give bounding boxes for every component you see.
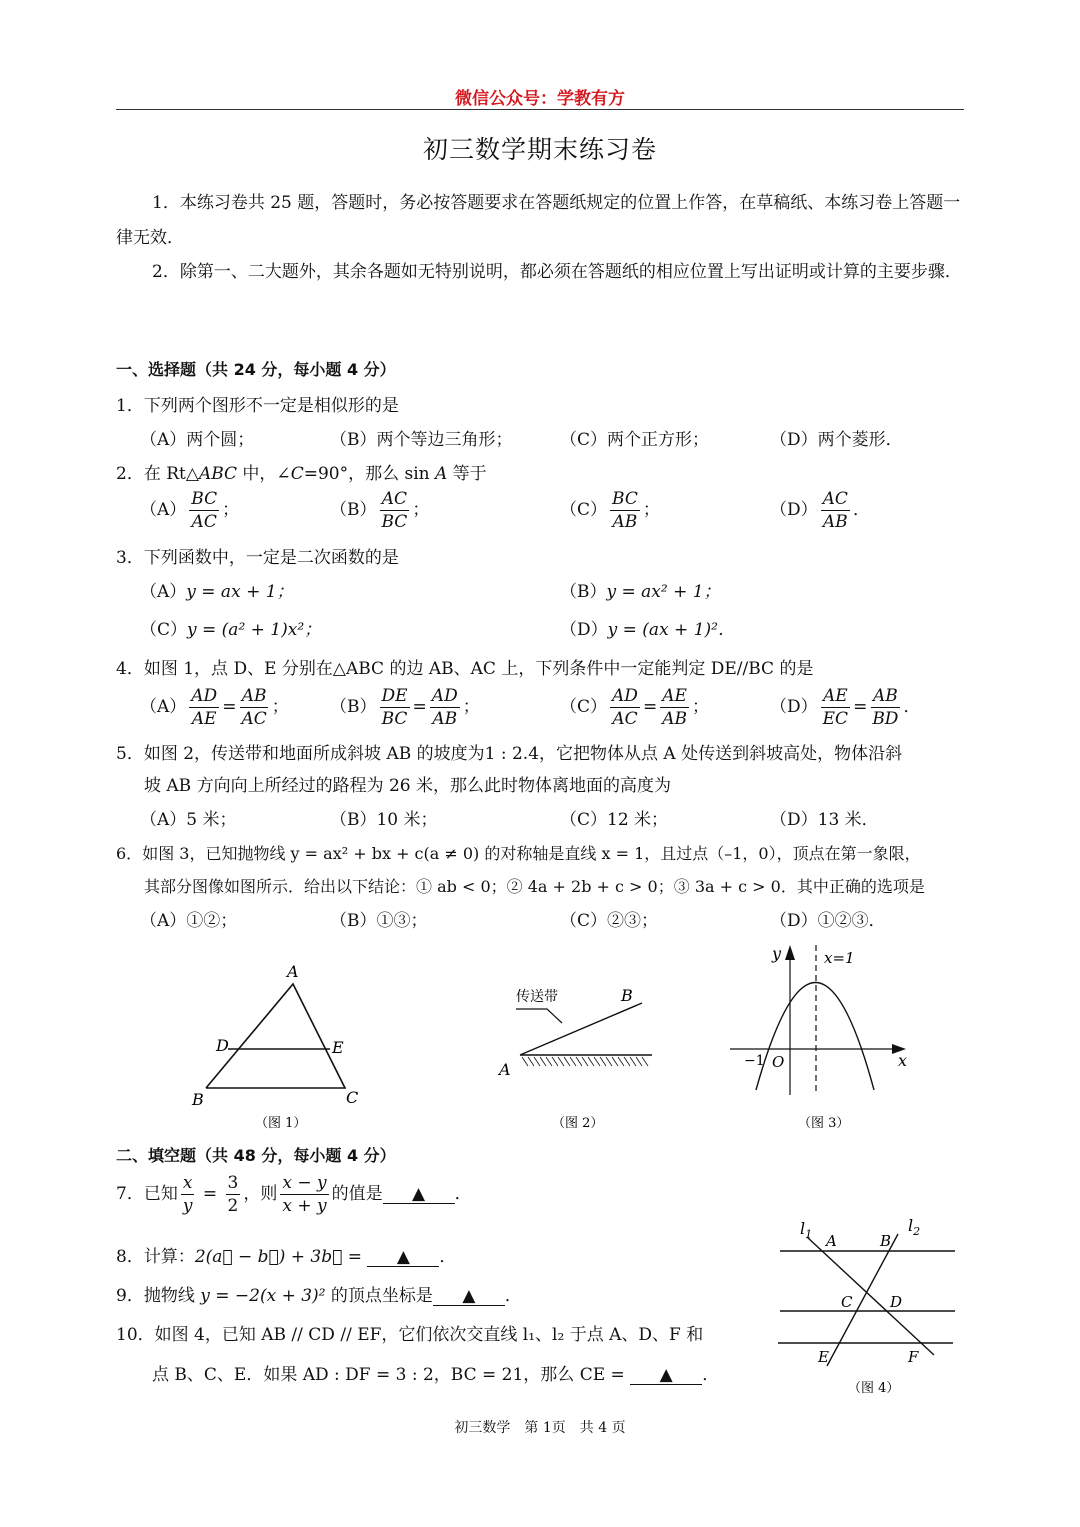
numerator: x (182, 1173, 193, 1193)
q1-option-d: （D）两个菱形． (770, 430, 903, 450)
origin-label: O (772, 1053, 785, 1071)
fraction (430, 685, 460, 730)
watermark-header: 微信公众号：学教有方 (455, 89, 625, 109)
stem-part: 抛物线 (143, 1286, 201, 1306)
option-end: ； (642, 500, 660, 520)
question-10-line-2 (152, 1360, 719, 1385)
stem-part: A (435, 464, 448, 484)
option-label: （C） (560, 500, 608, 520)
label-f: F (908, 1348, 919, 1366)
figure-3-parabola (720, 935, 920, 1135)
option-end: ； (412, 500, 430, 520)
header-divider (116, 109, 964, 110)
fraction (280, 1172, 328, 1217)
math-expression: 2(a⃗ − b⃗) + 3b⃗ = (194, 1247, 368, 1267)
q3-option-c (140, 615, 321, 640)
q1-option-c: （C）两个正方形； (560, 430, 710, 450)
stem-part: ． (702, 1365, 720, 1385)
instruction-2: 2．除第一、二大题外，其余各题如无特别说明，都必须在答题纸的相应位置上写出证明或计算的主要步骤． (152, 262, 962, 282)
fraction (226, 1172, 241, 1217)
question-number: 3． (116, 548, 144, 568)
q4-option-c: （C） $\frac{AD}{AC}$ = $\frac{AE}{AB}$ ； (560, 686, 709, 729)
denominator: BC (381, 709, 408, 729)
question-number: 10． (116, 1325, 155, 1345)
figure-4-parallel-lines (760, 1200, 980, 1400)
label-b: B (621, 986, 633, 1005)
option-expr: y = (a² + 1)x²； (187, 620, 322, 640)
stem-part: C (290, 464, 304, 484)
numerator: AB (241, 686, 267, 706)
denominator: AC (612, 709, 638, 729)
fraction (610, 685, 640, 730)
figure-2-caption: （图 2） (552, 1116, 604, 1131)
numerator: AB (872, 686, 898, 706)
q3-option-a (140, 577, 294, 602)
fraction (380, 685, 410, 730)
fraction (870, 685, 900, 730)
stem-part: 中，∠ (237, 464, 291, 484)
numerator: DE (381, 686, 408, 706)
question-number: 2． (116, 464, 144, 484)
fraction (821, 685, 850, 730)
label-e: E (332, 1038, 344, 1057)
l2-label: $l_2$ (908, 1216, 921, 1238)
option-end: ； (271, 697, 289, 717)
question-5 (116, 739, 902, 764)
stem-part: ． (439, 1247, 457, 1267)
question-3 (116, 543, 399, 568)
figure-1-caption: （图 1） (255, 1116, 307, 1131)
fraction (610, 488, 640, 533)
fraction (239, 685, 268, 730)
numerator: BC (612, 489, 638, 509)
math-expression: y = −2(x + 3)² (200, 1286, 326, 1306)
question-1 (116, 391, 399, 416)
figure-1-triangle (185, 955, 375, 1140)
q4-option-b: （B） $\frac{DE}{BC}$ = $\frac{AD}{AB}$ ； (330, 686, 480, 729)
question-stem: 如图 2，传送带和地面所成斜坡 AB 的坡度为1 : 2.4，它把物体从点 A 处传送到斜坡高处，物体沿斜 (143, 744, 903, 764)
stem-part: 的值是 (331, 1184, 383, 1204)
label-c: C (346, 1088, 359, 1107)
denominator: AE (191, 709, 217, 729)
option-end: ． (903, 697, 921, 717)
question-number: 8． (116, 1247, 144, 1267)
question-number: 4． (116, 659, 144, 679)
stem-part: ． (504, 1286, 522, 1306)
stem-part: =90°，那么 sin (303, 464, 435, 484)
question-stem: 如图 4，已知 AB // CD // EF，它们依次交直线 l₁、l₂ 于点 A、D、F 和 (154, 1325, 704, 1345)
label-b: B (192, 1090, 204, 1109)
question-number: 9． (116, 1286, 144, 1306)
neg-one-label: −1 (744, 1053, 765, 1069)
q2-option-a (140, 488, 239, 533)
option-label: （D） (770, 697, 818, 717)
denominator: AB (822, 512, 848, 532)
denominator: AB (612, 512, 638, 532)
numerator: AE (823, 686, 848, 706)
q2-option-c (560, 488, 660, 533)
option-expr: y = ax² + 1； (606, 582, 721, 602)
option-end: ． (852, 500, 870, 520)
question-number: 6． (116, 844, 143, 863)
instruction-1: 1．本练习卷共 25 题，答题时，务必按答题要求在答题纸规定的位置上作答，在草稿纸、本练习卷上答题一律无效． (116, 193, 961, 248)
option-label: （B） (560, 582, 607, 602)
q4-option-d: （D） $\frac{AE}{EC}$ = $\frac{AB}{BD}$ ． (770, 686, 921, 729)
fraction (660, 685, 689, 730)
option-expr: y = (ax + 1)²． (607, 620, 735, 640)
question-8 (116, 1242, 456, 1267)
y-axis-label: y (772, 944, 782, 963)
page-title: 初三数学期末练习卷 (422, 135, 657, 164)
section-2-title: 二、填空题（共 48 分，每小题 4 分） (116, 1146, 396, 1165)
answer-blank[interactable]: ▲ (383, 1185, 455, 1204)
stem-part: ． (454, 1184, 472, 1204)
question-stem: 下列函数中，一定是二次函数的是 (143, 548, 399, 568)
question-number: 1． (116, 396, 144, 416)
fraction (380, 488, 410, 533)
q2-option-d (770, 488, 870, 533)
numerator: AC (381, 489, 408, 509)
label-a: A (287, 962, 299, 981)
fraction (181, 1172, 195, 1217)
question-number: 7． (116, 1184, 144, 1204)
q5-option-b: （B）10 米； (330, 810, 438, 830)
option-label: （A） (140, 582, 187, 602)
figure-2-conveyor (490, 975, 670, 1140)
question-2 (116, 459, 487, 484)
denominator: AC (191, 512, 217, 532)
denominator: AB (662, 709, 687, 729)
figure-3-caption: （图 3） (798, 1116, 850, 1131)
denominator: AB (432, 709, 458, 729)
stem-part: 等于 (447, 464, 487, 484)
question-6 (116, 841, 921, 864)
label-d: D (890, 1293, 903, 1311)
denominator: 2 (227, 1196, 239, 1216)
option-end: ； (462, 697, 480, 717)
fraction (189, 488, 219, 533)
option-expr: y = ax + 1； (186, 582, 294, 602)
label-b: B (880, 1232, 892, 1250)
question-stem: 点 B、C、E．如果 AD : DF = 3 : 2，BC = 21，那么 CE = (152, 1365, 631, 1385)
numerator: AE (662, 686, 687, 706)
q3-option-b (560, 577, 721, 602)
numerator: x − y (282, 1173, 327, 1193)
label-d: D (216, 1036, 229, 1055)
label-a: A (826, 1232, 837, 1250)
q6-option-b: （B）①③； (330, 911, 428, 931)
numerator: BC (191, 489, 218, 509)
question-stem: 如图 3，已知抛物线 y = ax² + bx + c(a ≠ 0) 的对称轴是直线 x = 1，且过点（–1，0），顶点在第一象限， (142, 844, 921, 863)
option-end: ； (222, 500, 240, 520)
question-stem: 下列两个图形不一定是相似形的是 (143, 396, 399, 416)
option-label: （C） (140, 620, 188, 640)
answer-blank[interactable]: ▲ (630, 1366, 702, 1385)
q5-option-c: （C）12 米； (560, 810, 669, 830)
denominator: BD (872, 709, 899, 729)
question-stem: 如图 1，点 D、E 分别在△ABC 的边 AB、AC 上，下列条件中一定能判定 DE//BC 的是 (143, 659, 814, 679)
q6-option-a: （A）①②； (140, 911, 238, 931)
denominator: EC (822, 709, 849, 729)
question-number: 5． (116, 744, 144, 764)
option-label: （B） (330, 697, 377, 717)
l1-label: $l_1$ (800, 1219, 813, 1241)
label-a: A (499, 1060, 511, 1079)
question-7 (116, 1172, 472, 1217)
q1-option-a: （A）两个圆； (140, 430, 255, 450)
question-5-line-2: 坡 AB 方向向上所经过的路程为 26 米，那么此时物体离地面的高度为 (144, 776, 672, 796)
q6-option-c: （C）②③； (560, 911, 659, 931)
stem-part: ABC (198, 464, 238, 484)
q2-option-b (330, 488, 429, 533)
q5-option-d: （D）13 米． (770, 810, 879, 830)
stem-part: 计算： (143, 1247, 195, 1267)
question-6-line-2: 其部分图像如图所示．给出以下结论：① ab < 0；② 4a + 2b + c > 0；③ 3a + c > 0．其中正确的选项是 (144, 877, 925, 896)
numerator: 3 (227, 1173, 239, 1193)
stem-part: = (197, 1184, 223, 1204)
option-label: （B） (330, 500, 377, 520)
stem-part: ，则 (243, 1184, 278, 1204)
stem-part: 的顶点坐标是 (325, 1286, 433, 1306)
belt-label: 传送带 (516, 989, 558, 1005)
answer-blank[interactable]: ▲ (367, 1248, 439, 1267)
option-label: （D） (560, 620, 608, 640)
question-4 (116, 654, 813, 679)
numerator: AC (822, 489, 848, 509)
option-label: （D） (770, 500, 818, 520)
section-1-title: 一、选择题（共 24 分，每小题 4 分） (116, 360, 396, 379)
label-c: C (841, 1293, 853, 1311)
question-9 (116, 1281, 522, 1306)
q3-option-d (560, 615, 735, 640)
q1-option-b: （B）两个等边三角形； (330, 430, 513, 450)
numerator: AD (612, 686, 638, 706)
denominator: x + y (282, 1196, 327, 1216)
x-axis-label: x (898, 1051, 908, 1070)
figure-4-caption: （图 4） (848, 1381, 900, 1396)
option-label: （A） (140, 500, 187, 520)
numerator: AD (191, 686, 218, 706)
option-label: （C） (560, 697, 608, 717)
symmetry-axis-label: x=1 (824, 949, 855, 967)
q4-option-a: （A） $\frac{AD}{AE}$ = $\frac{AB}{AC}$ ； (140, 686, 289, 729)
answer-blank[interactable]: ▲ (433, 1287, 505, 1306)
option-label: （A） (140, 697, 187, 717)
question-10 (116, 1320, 703, 1345)
q5-option-a: （A）5 米； (140, 810, 237, 830)
stem-part: 在 Rt△ (143, 464, 199, 484)
numerator: AD (431, 686, 458, 706)
fraction (189, 685, 219, 730)
option-end: ； (691, 697, 709, 717)
denominator: AC (241, 709, 267, 729)
q6-option-d: （D）①②③． (770, 911, 886, 931)
fraction (821, 488, 850, 533)
denominator: y (182, 1196, 193, 1216)
page-footer: 初三数学 第 1页 共 4 页 (454, 1420, 626, 1436)
denominator: BC (381, 512, 408, 532)
label-e: E (818, 1348, 829, 1366)
stem-part: 已知 (143, 1184, 178, 1204)
